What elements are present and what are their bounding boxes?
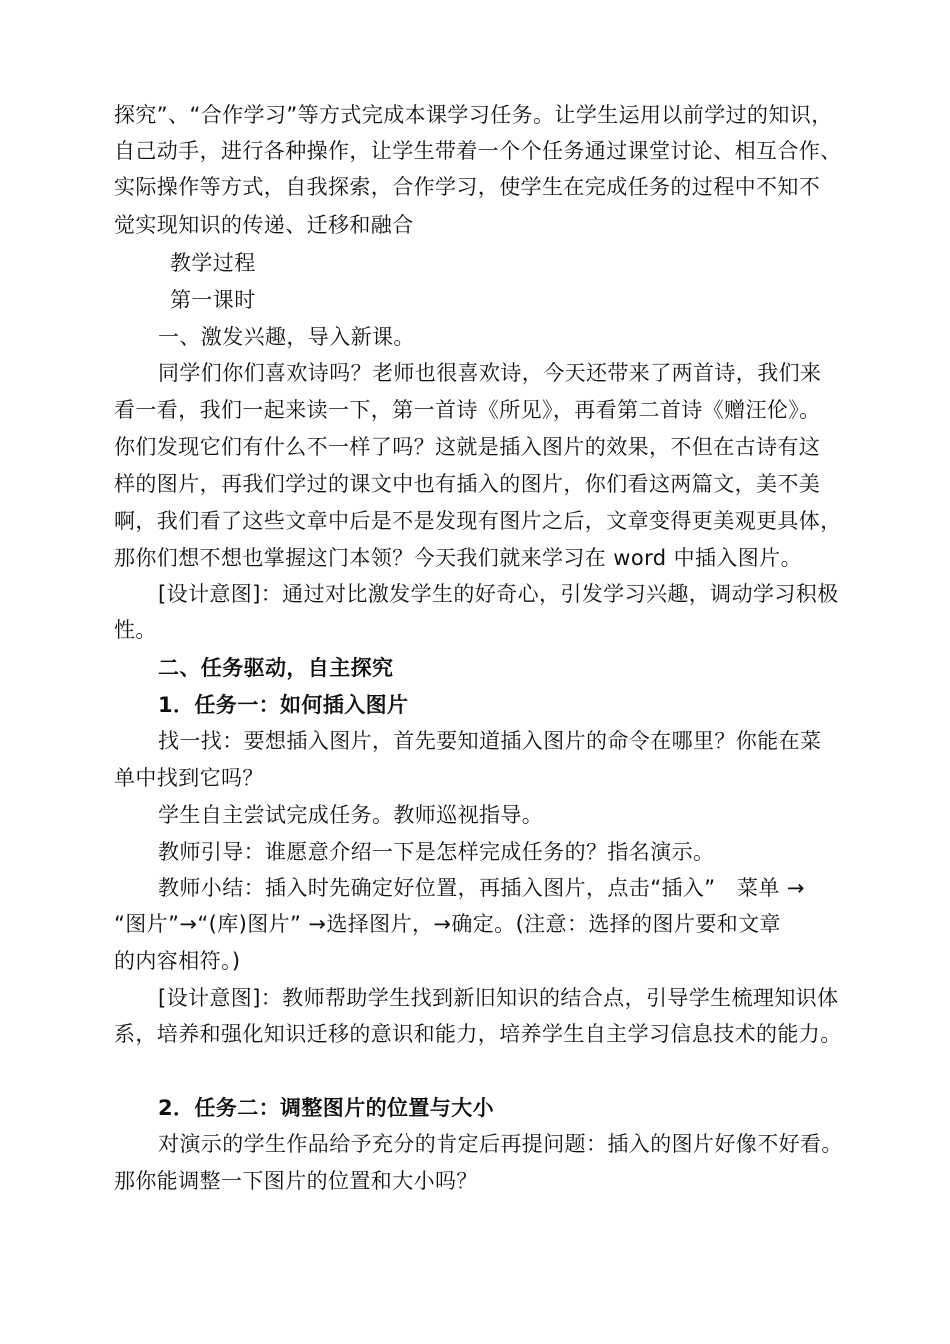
- paragraph-line: 教师引导：谁愿意介绍一下是怎样完成任务的？指名演示。: [158, 840, 715, 864]
- paragraph-line: 觉实现知识的传递、迁移和融合: [114, 213, 414, 237]
- lesson-heading: 第一课时: [170, 288, 256, 312]
- paragraph-line: 样的图片，再我们学过的课文中也有插入的图片，你们看这两篇文，美不美: [114, 472, 821, 496]
- section-heading: 二、任务驱动，自主探究: [158, 656, 394, 680]
- paragraph-line: 对演示的学生作品给予充分的肯定后再提问题：插入的图片好像不好看。: [158, 1132, 843, 1156]
- paragraph-line: 同学们你们喜欢诗吗？老师也很喜欢诗，今天还带来了两首诗，我们来: [158, 361, 822, 385]
- paragraph-line: 实际操作等方式，自我探索，合作学习，使学生在完成任务的过程中不知不: [114, 175, 821, 199]
- paragraph-line: 探究”、“合作学习”等方式完成本课学习任务。让学生运用以前学过的知识，: [114, 103, 833, 127]
- paragraph-line: 那你们想不想也掌握这门本领？今天我们就来学习在 word 中插入图片。: [114, 546, 802, 570]
- task-heading: 2．任务二：调整图片的位置与大小: [158, 1096, 495, 1120]
- paragraph-line: 那你能调整一下图片的位置和大小吗？: [114, 1169, 478, 1193]
- paragraph-line: 学生自主尝试完成任务。教师巡视指导。: [158, 803, 544, 827]
- paragraph-line: 的内容相符。): [114, 949, 241, 973]
- paragraph-line: 自己动手，进行各种操作，让学生带着一个个任务通过课堂讨论、相互合作、: [114, 139, 842, 163]
- paragraph-line: 找一找：要想插入图片，首先要知道插入图片的命令在哪里？你能在菜: [158, 729, 822, 753]
- design-intent-line: [设计意图]：教师帮助学生找到新旧知识的结合点，引导学生梳理知识体: [158, 986, 839, 1010]
- design-intent-line: [设计意图]：通过对比激发学生的好奇心，引发学习兴趣，调动学习积极: [158, 582, 839, 606]
- paragraph-line: 教师小结：插入时先确定好位置，再插入图片，点击“插入” 菜单 →: [158, 876, 805, 900]
- design-intent-line: 性。: [114, 618, 157, 642]
- paragraph-line: 看一看，我们一起来读一下，第一首诗《所见》，再看第二首诗《赠汪伦》。: [114, 398, 821, 422]
- task-heading: 1．任务一：如何插入图片: [158, 693, 409, 717]
- paragraph-line: 啊，我们看了这些文章中后是不是发现有图片之后，文章变得更美观更具体，: [114, 509, 842, 533]
- paragraph-line: 你们发现它们有什么不一样了吗？这就是插入图片的效果，不但在古诗有这: [114, 435, 821, 459]
- paragraph-line: “图片”→“(库)图片” →选择图片，→确定。(注意：选择的图片要和文章: [114, 912, 781, 936]
- section-heading: 教学过程: [170, 251, 256, 275]
- design-intent-line: 系，培养和强化知识迁移的意识和能力，培养学生自主学习信息技术的能力。: [114, 1022, 842, 1046]
- subsection-heading: 一、激发兴趣，导入新课。: [158, 325, 415, 349]
- paragraph-line: 单中找到它吗？: [114, 766, 264, 790]
